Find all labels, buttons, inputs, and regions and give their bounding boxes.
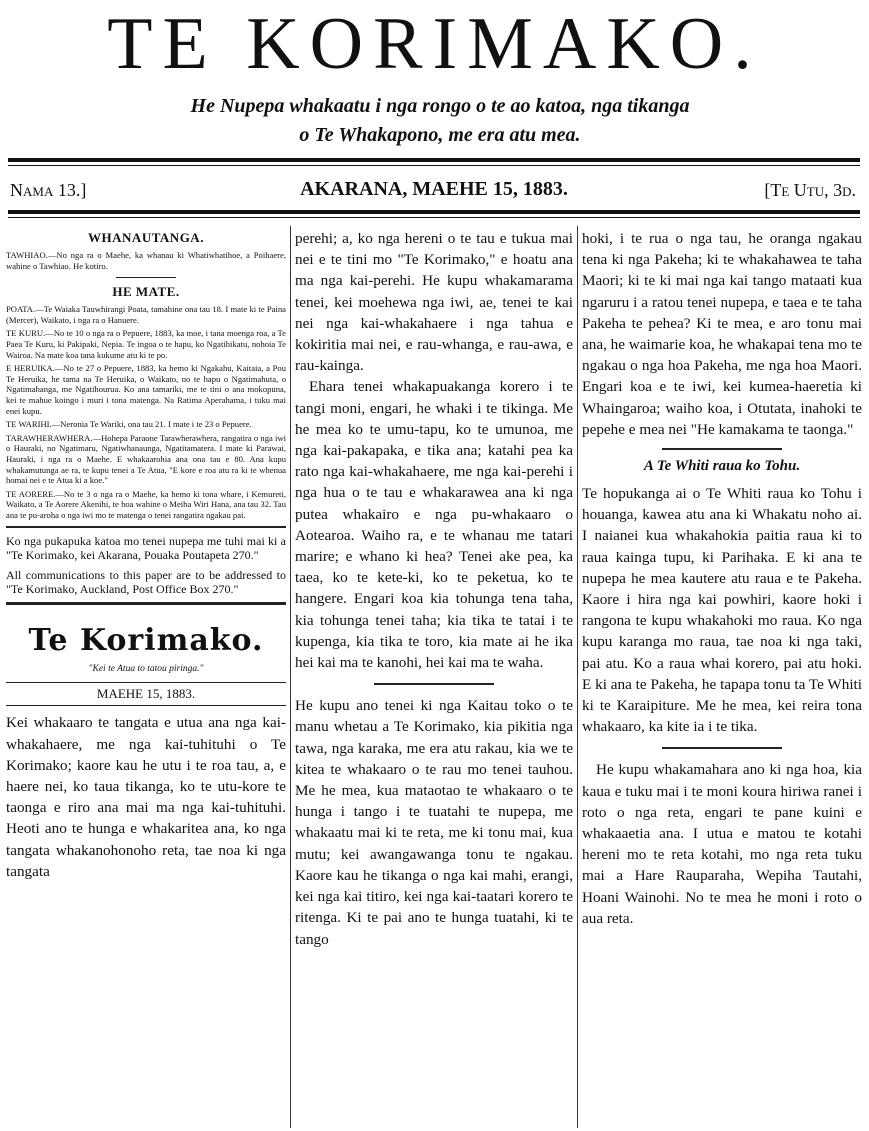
section-rule — [6, 602, 286, 605]
masthead-subtitle — [60, 92, 820, 150]
subtitle-line-2: o Te Whakapono, me era atu mea. — [299, 124, 581, 146]
short-rule — [116, 277, 176, 278]
section-rule — [662, 448, 782, 450]
editorial-text: Kei whakaaro te tangata e utua ana nga kai-whakahaere, me nga kai-tuhituhi o Te Korimako; kaore kau he utu i te roa tau, a, e haere nei, ko taua tikanga, ko te utu-kore te taonga e riro ana mai ma nga kai-tuhituhi. Heoti ano te hunga e whakaritea ana, ko nga tangata whakanohonoho reta, tae noa ki nga tangata — [6, 714, 286, 880]
article-paragraph: He kupu whakamahara ano ki nga hoa, kia kaua e tuku mai i te moni koura hiriwa ranei i roto o nga reta, engari te pane kuini e whakaaetia ana. I utua e matou te kotahi hereni mo te reta kotahi, mo nga reta tuku mai a Hare Rauparaha, Wepiha Tautahi, Hoani Wainohi. No te mea he moni i roto o aua reta. — [582, 761, 862, 927]
info-rule-thick — [8, 210, 860, 214]
death-notice: TE KURU.—No te 10 o nga ra o Pepuere, 1883, ka moe, i tana moenga roa, a Te Paea Te Kuru, ki Pakipaki, Nepia. Te ingoa o te hapu, ko Ngatihikatu, nohoia Te Wairoa. Na mate koa tana kukume atu ki te po. — [6, 328, 286, 360]
section-rule — [662, 747, 782, 749]
editorial-date: MAEHE 15, 1883. — [6, 682, 286, 706]
column-3 — [582, 228, 862, 1128]
info-bar — [8, 176, 860, 206]
issue-date: AKARANA, MAEHE 15, 1883. — [300, 178, 568, 200]
masthead-title: TE KORIMAKO. — [107, 3, 762, 85]
article-paragraph: Te hopukanga ai o Te Whiti raua ko Tohu i houanga, kawea atu ana ki Whakatu noho ai. I naianei kua whakahokia paitia raua ki to raua kainga tupu, ki Parihaka. E ki ana te nupepa he mea kautere atu raua e te Pakeha. Kaore i hira nga kai powhiri, kaore hoki i rangona te kupu whakahoki mo raua. Ko nga kupu karanga mo raua, tae noa ki nga taki, pai atu. Ko a raua whai korero, pai atu hoki. E ki ana te Pakeha, he tapapa tonu ta Te Whiti ki te Karaipiture. Me he mea, kei reira tona whakaaro, ka kite ia i te tika. — [582, 485, 862, 736]
section-rule — [6, 526, 286, 528]
death-notice: TE AORERE.—No te 3 o nga ra o Maehe, ka hemo ki tona whare, i Kemureti, Waikato, a Te Aorere Akenihi, te hoa wahine o Meiha Wiri Hana, ana tau 32. Tau ana te pu-aroha o nga iwi mo te matenga o tenei rangatira ngakau pai. — [6, 488, 286, 520]
paper-motto: "Kei te Atua to tatou piringa." — [88, 664, 204, 675]
info-rule-thin — [8, 217, 860, 218]
section-rule — [374, 683, 494, 685]
article-paragraph: perehi; a, ko nga hereni o te tau e tukua mai nei e te tini mo "Te Korimako," e hoatu ana ma nga kai-perehi. He kupu whakamarama tenei, kei moehewa nga iwi, ae, tenei te kai nei nga kai-whakahaere i nga tahua e kokiritia mai nei, e rau-whanga, e rau-awa, e rau-kainga. — [295, 230, 573, 375]
notice-english: All communications to this paper are to be addressed to "Te Korimako, Auckland, Post Office Box 270." — [6, 568, 286, 597]
paper-title: Te Korimako. — [28, 623, 264, 659]
death-notice: TARAWHERAWHERA.—Hohepa Paraone Tarawherawhera, rangatira o nga iwi o Hauraki, no Ngatimaru, Ngatiwhanaunga, Ngatitamatera. I mate ki Parawai, Hauraki, i nga ra o Maehe. E whakaarohia ana ona tau e 80. Ana kupu whakamutunga ae ra, te kupu tenei a Te Atua, "E kore e roa atu ra ki te whenua homai nei e te Atua ki a koe." — [6, 432, 286, 486]
births-heading: WHANAUTANGA. — [88, 230, 204, 245]
top-rule-thick — [8, 158, 860, 162]
issue-number: Nama 13.] — [10, 180, 87, 200]
column-1 — [6, 228, 286, 1128]
article-paragraph: Ehara tenei whakapuakanga korero i te tangi moni, engari, he whaki i te tikinga. Me he mea ko te umu-tapu, ko te umunoa, me nga kai-pakapaka, e tika ana; katahi pea ka rato nga kai-whakahaere, me nga kai-perehi i nga hua o te tau e whakarawea ana ki nga putea whakairo e nga pu-whakaaro o Aotearoa. Waiho ra, e te whanau me tatari marire; e whano ki hea? Tenei ake pea, ka taea, ko te kete-ki, ko te peketua, ko te hangere. Engari koa kia tohunga tena taha, kia tohunga tenei taha; kia tika te tatai i te kupenga, kia tika te toro, kia mate ai he ika hei kai ma te kanohi, hei kai ma te waha. — [295, 378, 573, 672]
deaths-heading: HE MATE. — [112, 284, 180, 300]
article-paragraph: hoki, i te rua o nga tau, he oranga ngakau tena ki nga Pakeha; ki te whakahawea te taha Maori; ki te ki mai nga kai tango mataati kua ngaruru i a ratou tenei nupepa, e taea e te taha Pakeha te pehea? Ki te mea, e aro tonu mai ana, he waimarie koa, he whakapai tena mo te ngakau o nga hoa Pakeha, me nga hoa Maori. Engari koa e te iwi, kei kumea-haeretia ki Whaingaroa; waiho koa, i Otutata, inahoki te pepehe e mea nei "He kamakama te taonga." — [582, 230, 862, 438]
article-paragraph: He kupu ano tenei ki nga Kaitau toko o te manu whetau a Te Korimako, kia pikitia nga tawa, nga karaka, me era atu rakau, kia we te kitea te whakaaro o te rau mo tenei tauhou. Me he mea, kua mataotao te whakaaro o te hunga i tango i te tuatahi te nupepa, me whakaatu mai ki te reta, me ki tonu mai, kua mutu; kei awangawanga tonu te ngakau. Kaore kau he tikanga o nga kai mahi, erangi, kei nga kai titiro, kei nga kai-taatari korero te ritenga. Ki te pai ano te hunga tuatahi, ki te tango — [295, 697, 573, 948]
death-notice: E HERUIKA.—No te 27 o Pepuere, 1883, ka hemo ki Ngakahu, Kaitaia, a Pou Te Heruika, he tama na Te Heruika, o Waikato, no te hapu o Ngatimahuta, o Ngatimahanga, me Ngatihourua. Ko ana tamariki, me te tini o ana mokopuna, kei te mahue koingo i muri i tona matenga. Na Ratima Aperahama, i tuku mai enei kupu. — [6, 363, 286, 416]
subtitle-line-1: He Nupepa whakaatu i nga rongo o te ao katoa, nga tikanga — [190, 95, 690, 117]
column-divider-1 — [290, 226, 291, 1128]
notice-maori: Ko nga pukapuka katoa mo tenei nupepa me tuhi mai ki a "Te Korimako, kei Akarana, Pouaka Poutapeta 270." — [6, 534, 286, 563]
birth-notice: TAWHIAO.—No nga ra o Maehe, ka whanau ki Whatiwhatihoe, a Poihaere, wahine o Tawhiao. He kotiro. — [6, 250, 286, 271]
column-2 — [295, 228, 573, 1128]
issue-price: [Te Utu, 3d. — [764, 180, 856, 200]
column-divider-2 — [577, 226, 578, 1128]
top-rule-thin — [8, 165, 860, 166]
death-notice: TE WARIHI.—Neronia Te Wariki, ona tau 21. I mate i te 23 o Pepuere. — [6, 419, 252, 430]
death-notice: POATA.—Te Waiaka Tauwhirangi Poata, tamahine ona tau 18. I mate ki te Paina (Mercer), Waikato, i nga ra o Hanuere. — [6, 304, 286, 325]
section-title: A Te Whiti raua ko Tohu. — [643, 458, 801, 475]
